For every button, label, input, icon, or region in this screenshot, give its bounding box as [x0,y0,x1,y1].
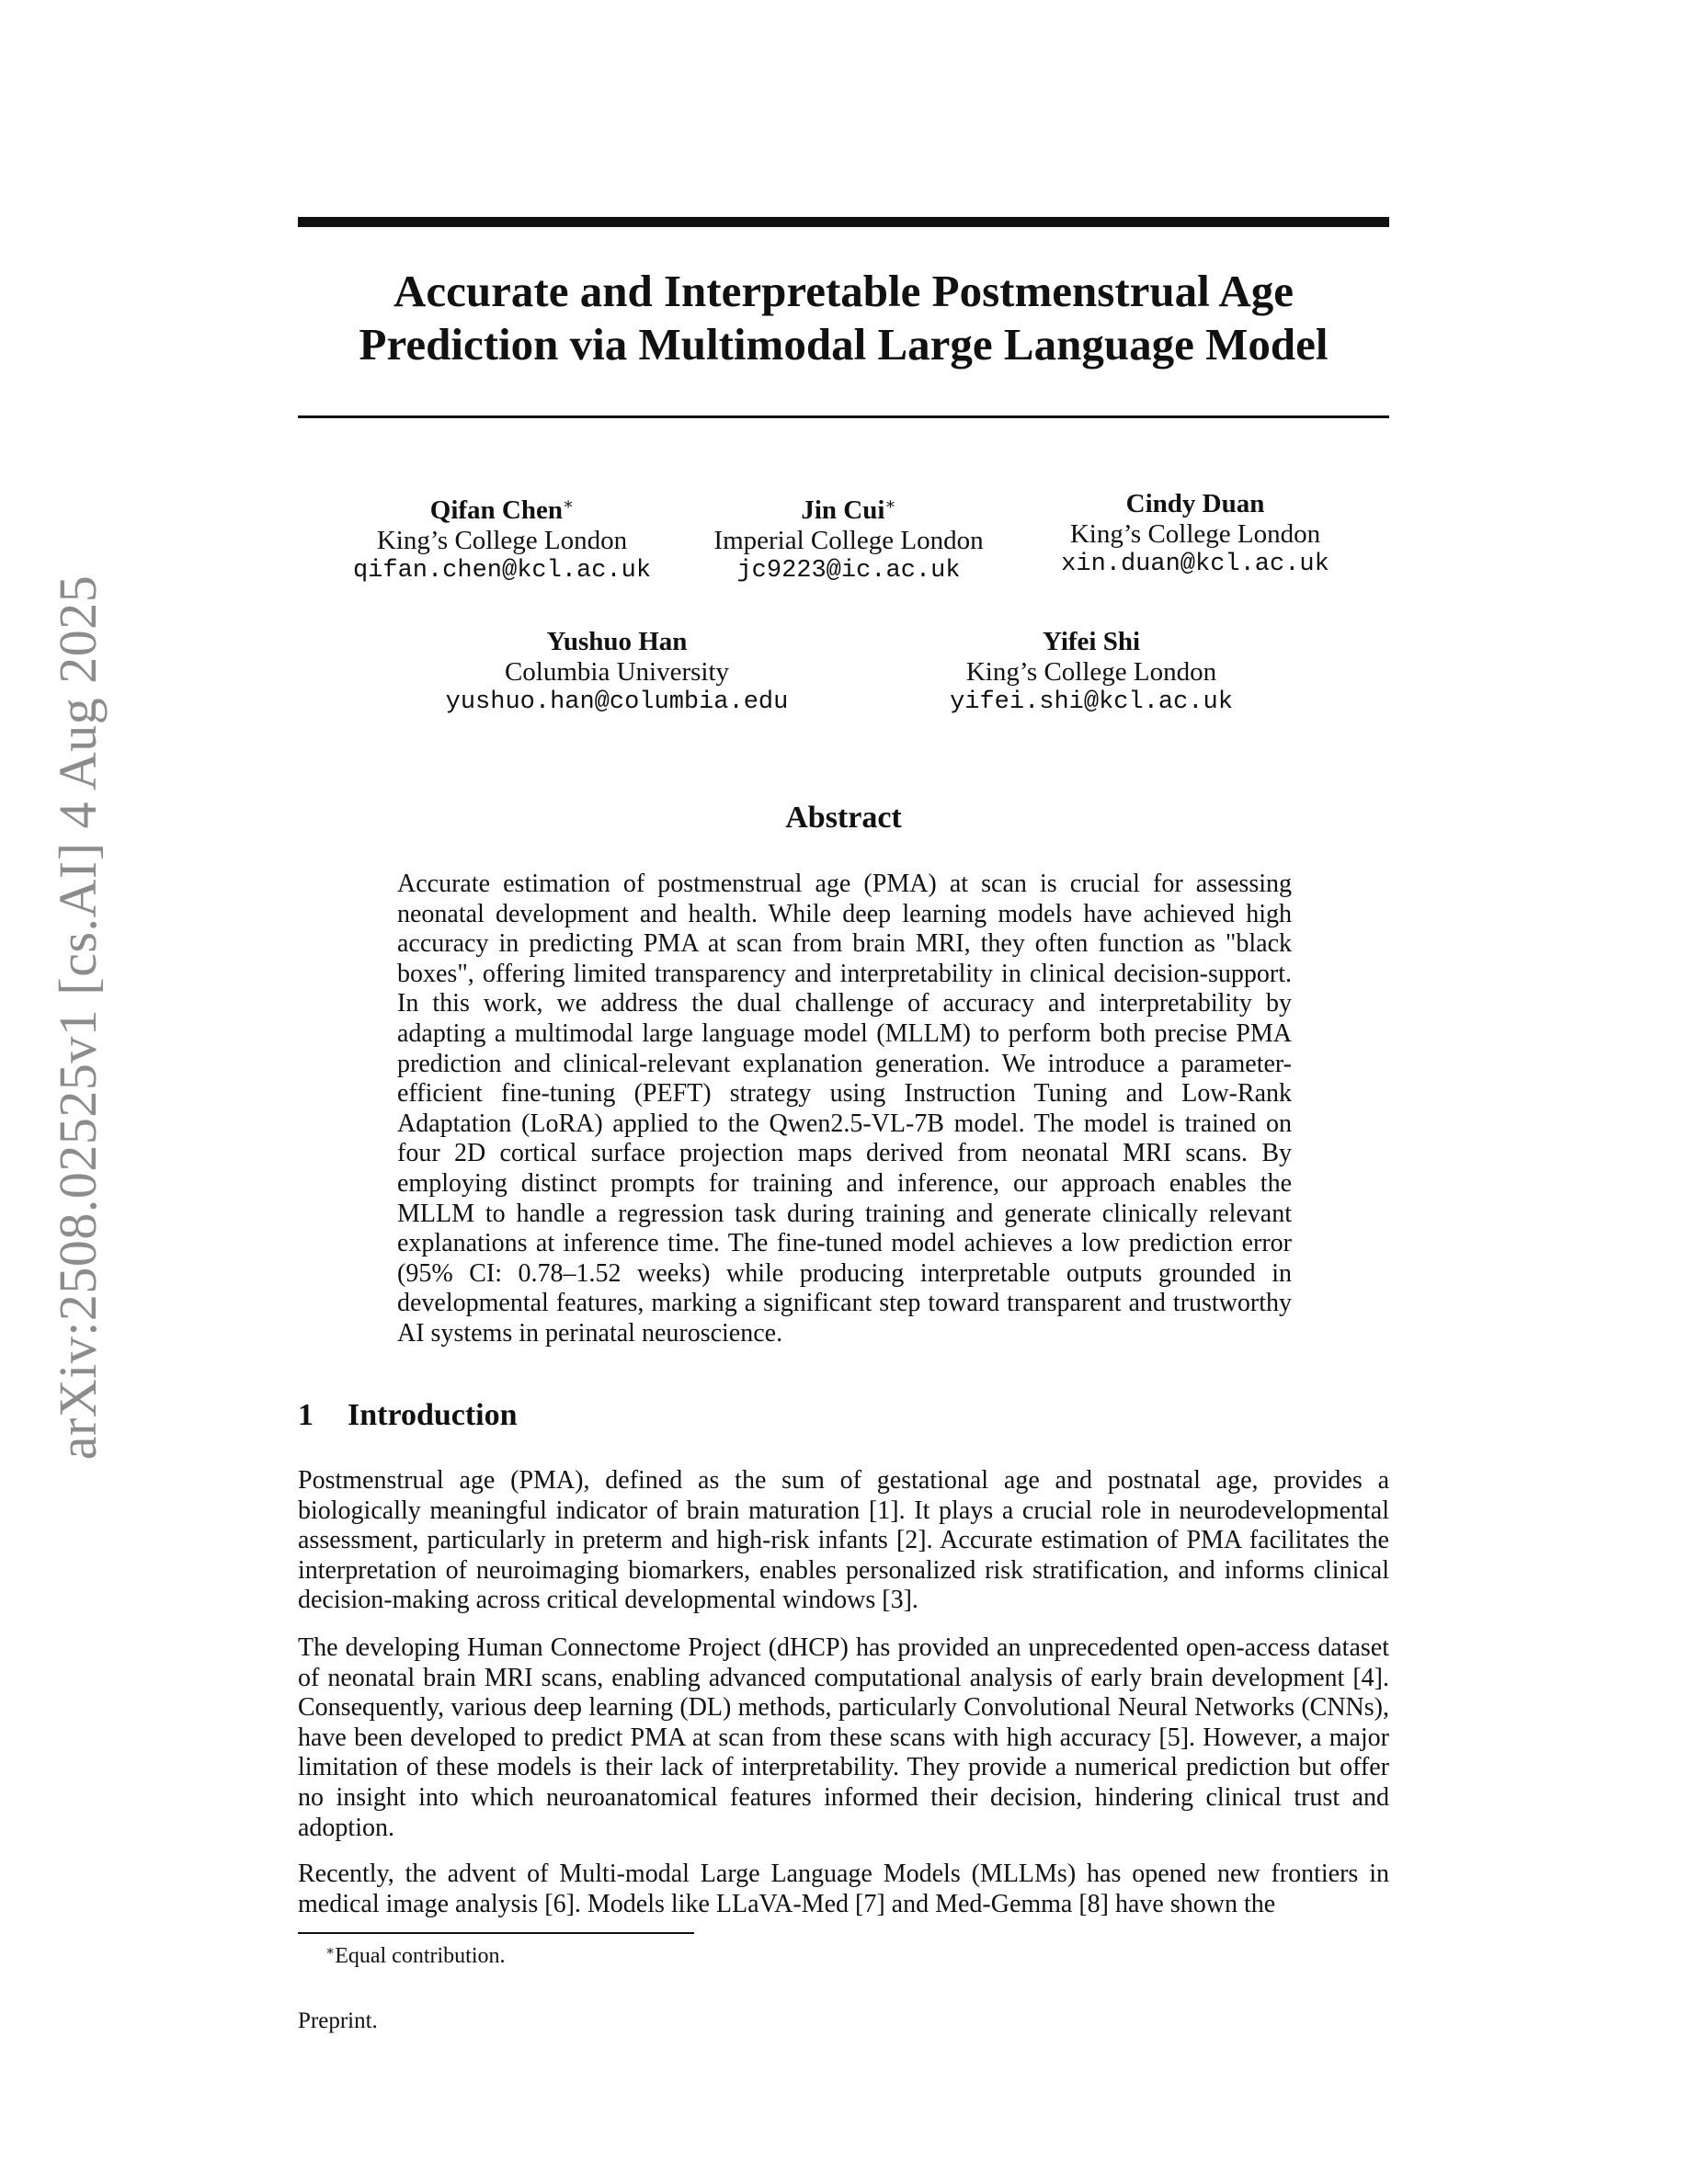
author-name: Cindy Duan [1125,489,1265,518]
author-name: Qifan Chen∗ [429,495,575,525]
title-line-1: Accurate and Interpretable Postmenstrual Age [393,266,1294,316]
author-block-2 [656,489,1042,586]
author-block-1 [309,489,695,586]
title-bottom-rule [298,415,1389,418]
paper-title [298,265,1389,371]
author-email: yifei.shi@kcl.ac.uk [950,688,1233,716]
arxiv-identifier: arXiv:2508.02525v1 [cs.AI] 4 Aug 2025 [48,574,108,1461]
section-title: Introduction [348,1398,518,1432]
author-block-5 [898,627,1284,718]
author-affiliation: Columbia University [504,657,730,687]
preprint-label: Preprint. [298,2008,378,2033]
author-block-4 [424,627,810,718]
footnote [325,1938,506,1970]
author-name: Yifei Shi [1042,627,1141,656]
author-email: yushuo.han@columbia.edu [445,688,789,716]
author-affiliation: King’s College London [1069,519,1321,549]
author-name: Yushuo Han [546,627,688,656]
footnote-mark: ∗ [325,1944,336,1959]
footnote-text: Equal contribution. [335,1944,506,1968]
author-affiliation: King’s College London [965,657,1217,687]
author-email: qifan.chen@kcl.ac.uk [352,557,652,585]
section-number: 1 [298,1398,314,1432]
section-heading-introduction [298,1397,518,1434]
title-top-rule [298,217,1389,227]
intro-paragraph-3: Recently, the advent of Multi-modal Large Language Models (MLLMs) has opened new frontiers in medical image analysis [6]. Models like LLaVA-Med [7] and Med-Gemma [8] have shown the [298,1860,1389,1918]
abstract-heading: Abstract [785,801,902,835]
author-block-3 [1002,489,1388,580]
author-name: Jin Cui∗ [801,495,896,525]
intro-paragraph-1: Postmenstrual age (PMA), defined as the sum of gestational age and postnatal age, provides a biologically meaningful indicator of brain maturation [1]. It plays a crucial role in neurodevelopmental assessment, particularly in preterm and high-risk infants [2]. Accurate estimation of PMA facilitates the interpretation of neuroimaging biomarkers, enables personalized risk stratification, and informs clinical decision-making across critical developmental windows [3]. [298,1466,1389,1615]
abstract-text: Accurate estimation of postmenstrual age (PMA) at scan is crucial for assessing neonatal development and health. While deep learning models have achieved high accuracy in predicting PMA at scan from brain MRI, they often function as "black boxes", offering limited transparency and interpretability in clinical decision-support. In this work, we address the dual challenge of accuracy and interpretability by adapting a multimodal large language model (MLLM) to perform both precise PMA prediction and clinical-relevant explanation generation. We introduce a parameter-efficient fine-tuning (PEFT) strategy using Instruction Tuning and Low-Rank Adaptation (LoRA) applied to the Qwen2.5-VL-7B model. The model is trained on four 2D cortical surface projection maps derived from neonatal MRI scans. By employing distinct prompts for training and inference, our approach enables the MLLM to handle a regression task during training and generate clinically relevant explanations at inference time. The fine-tuned model achieves a low prediction error (95% CI: 0.78–1.52 weeks) while producing interpretable outputs grounded in developmental features, marking a significant step toward transparent and trustworthy AI systems in perinatal neuroscience. [397,870,1292,1348]
author-email: xin.duan@kcl.ac.uk [1061,551,1329,578]
title-line-2: Prediction via Multimodal Large Language Model [359,319,1329,370]
footnote-rule [298,1932,694,1934]
author-affiliation: Imperial College London [713,526,984,555]
intro-paragraph-2: The developing Human Connectome Project (dHCP) has provided an unprecedented open-access dataset of neonatal brain MRI scans, enabling advanced computational analysis of early brain development [4]. Consequently, various deep learning (DL) methods, particularly Convolutional Neural Networks (CNNs), have been developed to predict PMA at scan from these scans with high accuracy [5]. However, a major limitation of these models is their lack of interpretability. They provide a numerical prediction but offer no insight into which neuroanatomical features informed their decision, hindering clinical trust and adoption. [298,1633,1389,1842]
author-affiliation: King’s College London [376,526,628,555]
author-email: jc9223@ic.ac.uk [736,557,961,585]
